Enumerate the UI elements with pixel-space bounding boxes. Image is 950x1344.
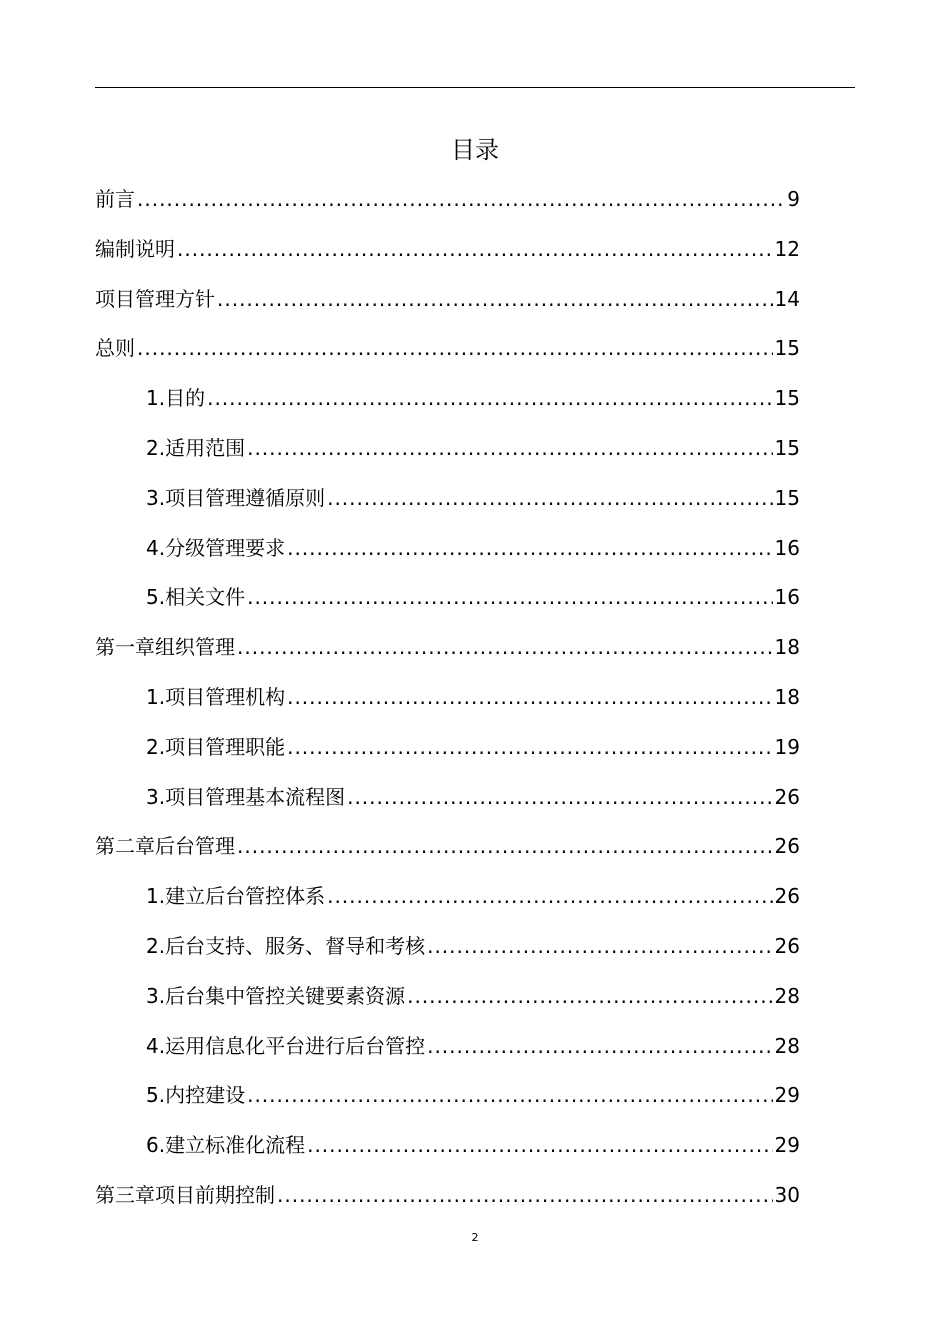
toc-entry-page: 9 [787, 187, 800, 211]
toc-entry-label: 前言 [95, 187, 135, 211]
toc-entry-page: 15 [774, 435, 800, 460]
toc-entry-label: 第一章组织管理 [95, 635, 235, 660]
toc-dot-leader [247, 1071, 772, 1121]
toc-entry[interactable] [0, 524, 800, 574]
toc-entry[interactable] [0, 1022, 800, 1072]
toc-dot-leader [237, 623, 773, 673]
toc-entry-label: 3.项目管理基本流程图 [146, 784, 346, 809]
toc-list [0, 175, 950, 1221]
toc-entry-page: 26 [774, 884, 800, 909]
toc-entry[interactable] [0, 773, 800, 823]
toc-entry[interactable] [0, 1121, 800, 1171]
toc-entry-label: 1.建立后台管控体系 [146, 884, 326, 909]
toc-entry[interactable] [0, 673, 800, 723]
toc-entry-label: 3.后台集中管控关键要素资源 [146, 983, 406, 1008]
header-rule [95, 87, 855, 88]
toc-dot-leader [137, 175, 785, 225]
toc-entry[interactable] [0, 225, 800, 275]
toc-entry[interactable] [0, 822, 800, 872]
toc-entry-page: 30 [774, 1182, 800, 1207]
toc-entry[interactable] [0, 723, 800, 773]
toc-dot-leader [307, 1121, 772, 1171]
toc-entry-label: 4.分级管理要求 [146, 535, 286, 560]
toc-dot-leader [247, 573, 772, 623]
toc-entry[interactable] [0, 324, 800, 374]
toc-entry-page: 19 [774, 734, 800, 759]
toc-entry[interactable] [0, 275, 800, 325]
toc-entry-label: 2.后台支持、服务、督导和考核 [146, 933, 426, 958]
toc-dot-leader [137, 324, 773, 374]
toc-entry[interactable] [0, 1071, 800, 1121]
toc-entry[interactable] [0, 1171, 800, 1221]
toc-entry-page: 16 [774, 585, 800, 610]
page-number: 2 [471, 1231, 479, 1244]
toc-dot-leader [277, 1171, 773, 1221]
toc-entry[interactable] [0, 872, 800, 922]
toc-dot-leader [287, 673, 772, 723]
toc-entry-label: 5.相关文件 [146, 585, 246, 610]
toc-entry-page: 26 [774, 834, 800, 859]
toc-entry[interactable] [0, 474, 800, 524]
toc-entry-page: 12 [774, 236, 800, 261]
toc-entry[interactable] [0, 175, 800, 225]
toc-entry-page: 28 [774, 1033, 800, 1058]
toc-dot-leader [327, 474, 772, 524]
toc-entry-label: 5.内控建设 [146, 1083, 246, 1108]
toc-entry-page: 18 [774, 684, 800, 709]
toc-dot-leader [237, 822, 773, 872]
toc-entry-label: 3.项目管理遵循原则 [146, 485, 326, 510]
toc-dot-leader [287, 524, 772, 574]
toc-entry-label: 1.项目管理机构 [146, 684, 286, 709]
toc-dot-leader [427, 1022, 772, 1072]
toc-entry-label: 4.运用信息化平台进行后台管控 [146, 1033, 426, 1058]
toc-title: 目录 [451, 136, 499, 164]
toc-entry-label: 第三章项目前期控制 [95, 1182, 275, 1207]
toc-entry-page: 18 [774, 635, 800, 660]
toc-entry-page: 14 [774, 286, 800, 311]
toc-entry-page: 15 [774, 386, 800, 411]
toc-entry[interactable] [0, 972, 800, 1022]
toc-entry-page: 28 [774, 983, 800, 1008]
toc-entry-page: 29 [774, 1133, 800, 1158]
toc-dot-leader [407, 972, 772, 1022]
toc-entry[interactable] [0, 623, 800, 673]
toc-entry-label: 项目管理方针 [95, 286, 215, 311]
toc-entry-label: 第二章后台管理 [95, 834, 235, 859]
toc-entry-label: 总则 [95, 336, 135, 361]
toc-entry-page: 16 [774, 535, 800, 560]
toc-entry-page: 26 [774, 784, 800, 809]
toc-dot-leader [217, 275, 773, 325]
toc-entry-page: 26 [774, 933, 800, 958]
toc-entry[interactable] [0, 374, 800, 424]
toc-entry-label: 1.目的 [146, 386, 206, 411]
toc-entry-label: 6.建立标准化流程 [146, 1133, 306, 1158]
toc-dot-leader [177, 225, 773, 275]
toc-dot-leader [287, 723, 772, 773]
toc-entry-label: 2.适用范围 [146, 435, 246, 460]
toc-entry-page: 29 [774, 1083, 800, 1108]
toc-entry-page: 15 [774, 336, 800, 361]
toc-entry-label: 编制说明 [95, 236, 175, 261]
toc-dot-leader [347, 773, 772, 823]
toc-entry[interactable] [0, 922, 800, 972]
toc-dot-leader [327, 872, 772, 922]
toc-dot-leader [427, 922, 772, 972]
toc-entry-page: 15 [774, 485, 800, 510]
toc-dot-leader [247, 424, 772, 474]
toc-entry[interactable] [0, 424, 800, 474]
toc-entry[interactable] [0, 573, 800, 623]
toc-entry-label: 2.项目管理职能 [146, 734, 286, 759]
toc-dot-leader [207, 374, 772, 424]
